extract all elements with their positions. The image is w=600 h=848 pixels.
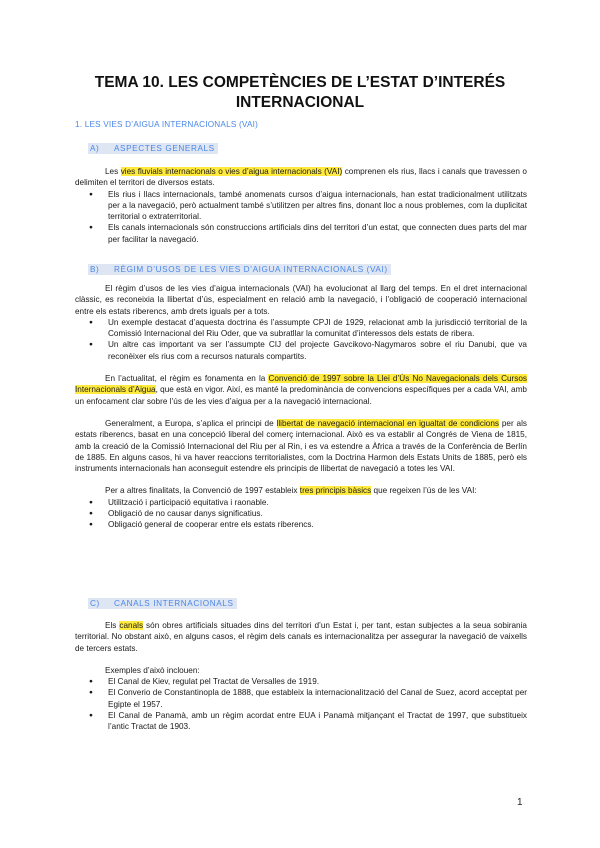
section-b-paragraph-2: [75, 373, 527, 407]
section-a-paragraph: [75, 166, 527, 189]
section-b-paragraph-4: [75, 485, 527, 496]
section-c-title: CANALS INTERNACIONALS: [114, 599, 234, 608]
highlighted-term: Convenció de 1997 sobre la Llei d’Ús No Navegacionals dels Cursos Internacionals d’Aigua: [75, 374, 527, 395]
list-item: ● Un altre cas important va ser l’assumpte CIJ del projecte Gavcikovo-Nagymaros sobre el riu Danubi, que va reconèixer els rius com a recursos naturals compartits.: [75, 339, 527, 362]
section-a-title: ASPECTES GENERALS: [114, 144, 215, 153]
page-title: [60, 73, 540, 113]
highlighted-term: llibertat de navegació internacional en igualtat de condicions: [276, 418, 499, 428]
section-c-paragraph-1: [75, 620, 527, 654]
section-c-body: [75, 620, 527, 733]
list-item: ● Obligació general de cooperar entre els estats riberencs.: [75, 519, 527, 530]
highlighted-term: canals: [119, 621, 144, 630]
list-item: ● El Canal de Kiev, regulat pel Tractat de Versalles de 1919.: [75, 676, 527, 687]
section-c-heading: [88, 598, 237, 609]
section-b-title: RÈGIM D’USOS DE LES VIES D’AIGUA INTERNACIONALS (VAI): [114, 265, 388, 274]
list-item: ● Utilització i participació equitativa i raonable.: [75, 497, 527, 508]
section-a-letter: A): [90, 144, 100, 153]
text-run: En l’actualitat, el règim es fonamenta en la: [105, 374, 269, 384]
section-b-paragraph-1: El règim d’usos de les vies d’aigua internacionals (VAI) ha evolucionat al llarg del temps. En el dret internacional clàssic, es reconeixia la llibertat d’ús, especialment en relació amb la navegació, i l’obligació de cooperació internacional entre els estats riberencs, amb drets iguals per a tots.: [75, 284, 527, 316]
section-b-body: [75, 283, 527, 531]
list-item: ● El Canal de Panamà, amb un règim acordat entre EUA i Panamà mitjançant el Tractat de 1997, que substitueix l’antic Tractat de 1903.: [75, 710, 527, 733]
title-line-2: INTERNACIONAL: [235, 94, 365, 111]
text-run: Generalment, a Europa, s’aplica el principi de: [105, 418, 277, 428]
section-b-letter: B): [90, 265, 100, 274]
list-item: ● Els canals internacionals són construccions artificials dins del territori d’un estat, que connecten dues parts del mar per facilitar la navegació.: [75, 222, 527, 245]
section-b-bullet-list: [75, 317, 527, 362]
section-b-heading: [88, 264, 391, 275]
list-item: ● Obligació de no causar danys significatius.: [75, 508, 527, 519]
list-item: ● Un exemple destacat d’aquesta doctrina és l’assumpte CPJI de 1929, relacionat amb la jurisdicció territorial de la Comissió Internacional del Riu Oder, que va subratllar la comunitat d’interessos dels estats de ribera.: [75, 317, 527, 340]
highlighted-term: vies fluvials internacionals o vies d’aigua internacionals (VAI): [120, 167, 343, 176]
highlighted-term: tres principis bàsics: [299, 486, 372, 496]
section-b-paragraph-3: [75, 418, 527, 474]
text-run: Els: [105, 621, 120, 630]
title-line-1: TEMA 10. LES COMPETÈNCIES DE L’ESTAT D’INTERÉS: [94, 74, 506, 91]
text-run: Per a altres finalitats, la Convenció de 1997 estableix: [105, 486, 300, 496]
list-item: ● Els rius i llacs internacionals, també anomenats cursos d’aigua internacionals, han estat tradicionalment utilitzats per a la navegació, però actualment també s’utilitzen per altres fins, donant lloc a nous problemes, com la duplicitat territorial o extraterritorial.: [75, 189, 527, 223]
text-run: comprenen els rius, llacs i canals que travessen o delimiten el territori de diversos estats.: [75, 167, 527, 188]
list-item: ● El Converio de Constantinopla de 1888, que estableix la internacionalització del Canal de Suez, acord acceptat per Egipte el 1957.: [75, 687, 527, 710]
section-a-heading: [88, 143, 218, 154]
section-a-body: [75, 166, 527, 245]
text-run: són obres artificials situades dins del territori d’un Estat i, per tant, estan subjectes a la seua sobirania territorial. No obstant això, en alguns casos, el règim dels canals es internacionalitza per assegurar la navegació de vaixells de tercers estats.: [75, 621, 527, 653]
text-run: per als estats riberencs, basat en una concepció liberal del comerç internacional. Això es va establir al Congrés de Viena de 1815, amb la creació de la Comissió Internacional del Riu per al Rin, i es va estendre a Àfrica a través de la Conferència de Berlín de 1885. En alguns casos, hi va haver reaccions territorialistes, com la Doctrina Harmon dels Estats Units de 1885, però els instruments internacionals han aconseguit estendre els principis de llibertat de navegació a totes les VAI.: [75, 418, 527, 474]
section-c-paragraph-2: Exemples d’això inclouen:: [105, 665, 200, 675]
canal-examples-list: [75, 676, 527, 732]
principles-bullet-list: [75, 497, 527, 531]
page-number: 1: [517, 797, 523, 808]
text-run: que regeixen l’ús de les VAI:: [371, 486, 477, 496]
section-1-heading: 1. LES VIES D’AIGUA INTERNACIONALS (VAI): [75, 120, 259, 129]
section-a-bullet-list: [75, 189, 527, 245]
text-run: , que està en vigor. Així, es manté la predominància de convencions específiques per a cada VAI, amb un enfocament clar sobre l’ús de les vies d’aigua per a la navegació internacional.: [75, 385, 527, 406]
section-c-letter: C): [90, 599, 100, 608]
text-run: Les: [105, 167, 121, 176]
